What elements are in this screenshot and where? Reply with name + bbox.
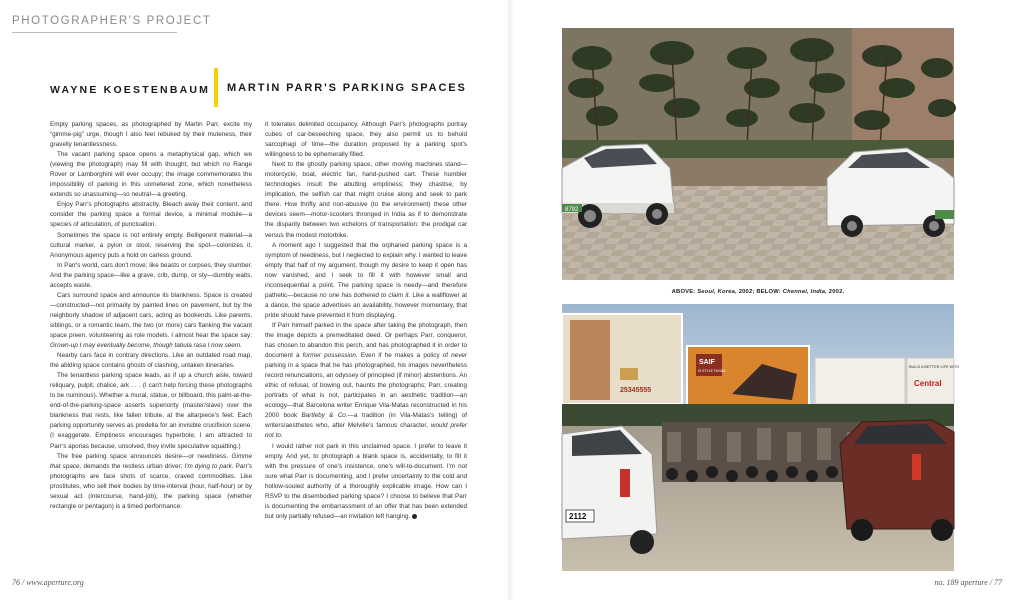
paragraph: If Parr himself parked in the space after taking the photograph, then the image depicts a premeditated deed. Or perhaps Parr, conqueror, has chosen to abandon this perch, and has photographed it in order to document a former possession. Even if he makes a policy of never parking in a space that he has photographed, his images nevertheless record renunciations, an odyssey of principled (if minor) abstentions. An ethic of refusal, of bowing out, haunts the photographs; Parr, creating portraits of what is not, participates in an aesthetic tradition—an ecology—that Barcelona writer Enrique Vila-Matas reconstructed in his 2000 book Bartleby & Co.—a tradition (in Vila-Matas's telling) of writers/aesthetes who, after Melville's famous character, would prefer not to. [265, 321, 468, 440]
photo-chennai-graphic [562, 304, 960, 571]
paragraph: Cars surround space and announce its blankness. Space is created—constructed—not primarily by painted lines on pavement, but by the neighborly shadow of adjacent cars, acting as bookends. Like parents, siblings, or a romantic team, the two (or more) cars flanking the vacant space preen, volunteering as role models. I almost hear the space say: Grown-up I may eventually become, though tabula rasa I now seem. [50, 291, 252, 350]
italic-phrase: would prefer not to. [265, 422, 467, 440]
paragraph: In Parr's world, cars don't move; like beasts or corpses, they slumber. And the parking space—like a grave, crib, dump, or sty—dumbly waits, accepts waste. [50, 261, 252, 289]
paragraph: Sometimes the space is not entirely empty. Belligerent material—a cultural marker, a pylon or stool, reserving the spot—colonizes it. Anonymous agency puts a hold on carless ground. [50, 231, 252, 259]
text-column-1 [50, 120, 252, 512]
header-rule [12, 32, 177, 33]
billboard-saif-sub: IS STYLE FUNDA [698, 369, 726, 373]
billboard-build: BUILD A BETTER LIFE WITH [909, 365, 960, 369]
end-mark-icon [412, 514, 417, 519]
plate-right: 2112 [569, 512, 587, 521]
photo-seoul-graphic [562, 28, 954, 280]
photo-chennai [562, 304, 960, 571]
italic-phrase: I'm dying to park. [184, 462, 234, 470]
paragraph: I would rather not park in this unclaimed space. I prefer to leave it empty. And yet, to photograph a blank space is, accidentally, to fill it with the pressure of one's insistence, one's will-to-document. I'm not sure what Parr is documenting, and I prefer uncertainty to the cold and hollow-souled authority of a thoroughly explicable image. How can I RSVP to the disembodied parking space? I choose to believe that Parr is documenting the embarrassment of an offer that has been extended but only partially refused—an invitation left hanging. [265, 442, 467, 520]
italic-phrase: Grown-up I may eventually become, though tabula rasa I now seem. [50, 342, 242, 350]
paragraph: Nearby cars face in contrary directions. Like an outdated road map, the abiding space contains ghosts of clashing, untaken itineraries. [50, 352, 252, 370]
italic-phrase: never [451, 352, 468, 360]
page-number-right: no. 189 aperture / 77 [934, 578, 1002, 587]
paragraph: The tenantless parking space leads, as if up a church aisle, toward reliquary, pulpit, chalice, ark . . . (I can't help forcing these photographs to be numinous). Whether a mural, statue, or billboard, this palm-at-the-end-of-the-parking-space asserts superiority (master/slave) over the blankness that rests, like fallen tribute, at the altarpiece's feet. Each parking opportunity serves as predella for an invisible crucifixion scene. (I exaggerate. Emptiness encourages hyperbole; I am attracted to Parr's aporias because, unsolved, they invite speculative squatting.) [50, 372, 252, 450]
italic-phrase: Bartleby & Co. [301, 412, 348, 420]
title-accent-bar [214, 68, 218, 107]
paragraph: Enjoy Parr's photographs abstractly. Bleach away their content, and consider the parking space a formal device, a minimal module—a species of articulation, of punctuation. [50, 201, 252, 229]
plate-left: 8792 [565, 207, 579, 213]
photo-caption: ABOVE: Seoul, Korea, 2002; BELOW: Chennai, India, 2002. [671, 289, 845, 295]
italic-phrase: former possession. [302, 352, 358, 360]
paragraph: Next to the ghostly parking space, other moving machines stand—motorcycle, boat, electric fan, hand-pushed cart. These humbler technologies insult the abutting emptiness; they chastise, by implication, the selfish car that might cruise along and seek to park there. How thrifty and non-abusive (to the environment) these other devices seem—motor-scooters thronged in India as if to demonstrate the disparity between two echelons of transportation: the prodigal car versus the modest motorbike. [265, 161, 467, 239]
text-column-2 [265, 120, 467, 522]
author-name: WAYNE KOESTENBAUM [50, 84, 211, 96]
billboard-phone: 25345555 [620, 387, 652, 394]
page-number-left: 76 / www.aperture.org [12, 578, 84, 587]
paragraph: it tolerates delimited occupancy. Although Parr's photographs portray cubes of car-beseeching space, they also permit us to behold sarcophagi of time—the duration proposed by a parking spot's willingness to be ephemerally filled. [265, 121, 467, 159]
italic-phrase: Gimme that space, [50, 452, 252, 470]
billboard-central: Central [914, 379, 942, 388]
paragraph: Empty parking spaces, as photographed by Martin Parr, excite my “gimme-pig” urge, though I also feel rebuked by their muteness, their gravelly tenantlessness. [50, 121, 252, 149]
paragraph: The free parking space announces desire—or neediness. Gimme that space, demands the restless urban driver; I'm dying to park. Parr's photographs are face shots of scarce, craved commodities. Like prostitutes, who sell their bodies by time-interval (hour, half-hour) or by sexual act (intercourse, hand-job), the parking space (whether rectangle or pentagon) is a timed performance: [50, 452, 252, 510]
paragraph: The vacant parking space opens a metaphysical gap, which we (viewing the photograph) may fill with thought, but which no Range Rover or Lamborghini will ever occupy; the image commemorates the impossibility of parking in this unmetered zone, which nonetheless extends so unassuming—so neutral—a greeting. [50, 151, 252, 199]
billboard-saif: SAIF [699, 359, 715, 366]
section-label: PHOTOGRAPHER'S PROJECT [12, 15, 212, 27]
italic-phrase: no one has bothered to claim it. [319, 291, 411, 299]
paragraph: A moment ago I suggested that the orphaned parking space is a symptom of neediness, but I neglected to explain why. I wanted to leave empty that half of my argument, though my desire to keep it open has now vanished, and I seek to fill it with however small and inconsequential a point. The parking space is needy—and therefore pathetic—because no one has bothered to claim it. Like a wallflower at a dance, the space advertises an availability, however momentary, that pride should have prevented it from displaying. [265, 241, 468, 319]
page-gutter [506, 0, 514, 600]
article-title: MARTIN PARR'S PARKING SPACES [227, 82, 467, 94]
photo-seoul [562, 28, 954, 280]
